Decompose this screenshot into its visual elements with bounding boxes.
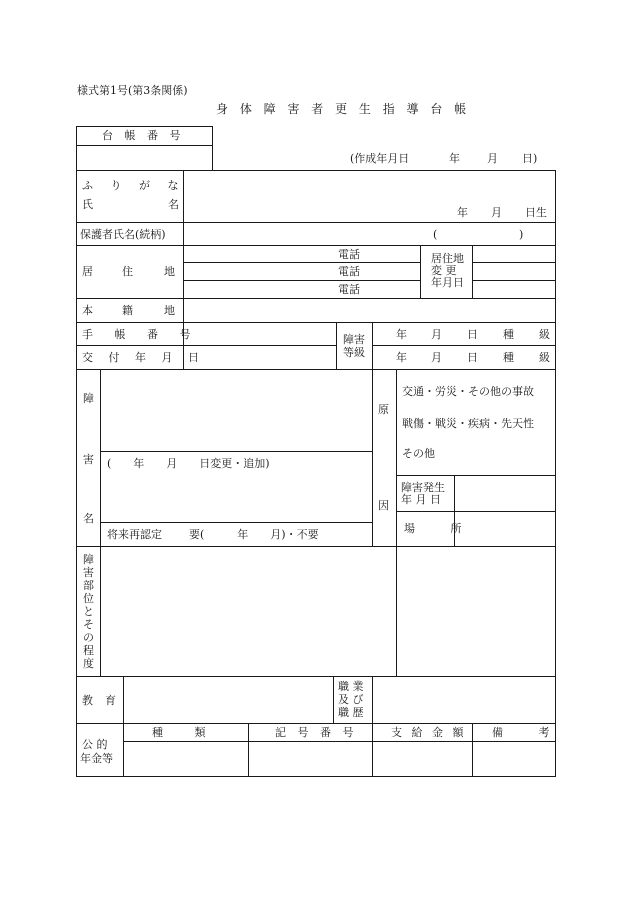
cause-label: 原 [378,403,389,416]
residence-label-2: 住 [122,265,133,278]
cause-label-2: 因 [378,499,389,512]
booklet-number-label: 手 帳 番 号 [82,328,200,341]
guardian-close-paren: ) [519,228,524,241]
disability-name-label-3: 名 [83,512,94,525]
ledger-number-field[interactable] [77,146,212,169]
guardian-open-paren: ( [433,228,438,241]
pension-label: 公 的 [82,738,108,751]
domicile-field[interactable] [184,299,555,321]
career-field[interactable] [373,677,555,722]
domicile-label: 本 [82,304,93,317]
pension-label-2: 年金等 [80,752,113,765]
grade-label-2: 等級 [343,346,365,359]
residence-change-label-3: 年月日 [431,276,464,289]
pension-col-note: 備 考 [492,726,566,739]
career-label-3: 職 歴 [338,706,364,719]
cause-option-1: 交通・労災・その他の事故 [402,385,534,398]
residence-label: 居 [82,265,93,278]
education-label-2: 育 [105,694,116,707]
page-title: 身 体 障 害 者 更 生 指 導 台 帳 [216,102,471,116]
phone-label-3: 電話 [338,283,360,296]
cause-option-3: その他 [402,447,435,460]
grade-label: 障害 [343,333,365,346]
name-label: 氏 [82,198,93,211]
residence-change-label-2: 変 更 [431,264,457,277]
phone-label-2: 電話 [338,265,360,278]
name-label-2: 名 [168,198,179,211]
disability-site-label: 障害部位とその程度 [83,553,94,670]
domicile-label-2: 籍 [122,304,133,317]
pension-col-amount: 支 給 金 額 [391,726,467,739]
career-label: 職 業 [338,680,364,693]
onset-date-label-2: 年 月 日 [401,493,441,506]
disability-change-line: ( 年 月 日変更・追加) [107,457,270,470]
reassess-options: 要( 年 月)・不要 [189,528,319,541]
education-field[interactable] [124,677,333,722]
furigana-label: ふ り が な [82,179,186,192]
place-label: 場 所 [404,522,478,535]
cause-option-2: 戦傷・戦災・疾病・先天性 [402,417,534,430]
reassess-label: 将来再認定 [107,528,162,541]
domicile-label-3: 地 [164,304,175,317]
residence-change-label: 居住地 [431,252,464,265]
pension-col-type: 種 類 [152,726,220,739]
guardian-label: 保護者氏名(続柄) [80,228,166,241]
disability-name-label-2: 害 [83,453,94,466]
onset-date-label: 障害発生 [401,481,445,494]
career-label-2: 及 び [338,693,364,706]
issue-date-label: 交 付 年 月 日 [82,351,205,364]
phone-label-1: 電話 [338,248,360,261]
ledger-number-label: 台 帳 番 号 [102,129,185,142]
disability-name-label: 障 [83,392,94,405]
education-label: 教 [82,694,93,707]
guardian-field[interactable] [184,223,555,245]
disability-site-field[interactable] [101,547,396,676]
residence-label-3: 地 [164,265,175,278]
form-label: 様式第1号(第3条関係) [77,84,188,97]
pension-col-number: 記 号 番 号 [275,726,358,739]
